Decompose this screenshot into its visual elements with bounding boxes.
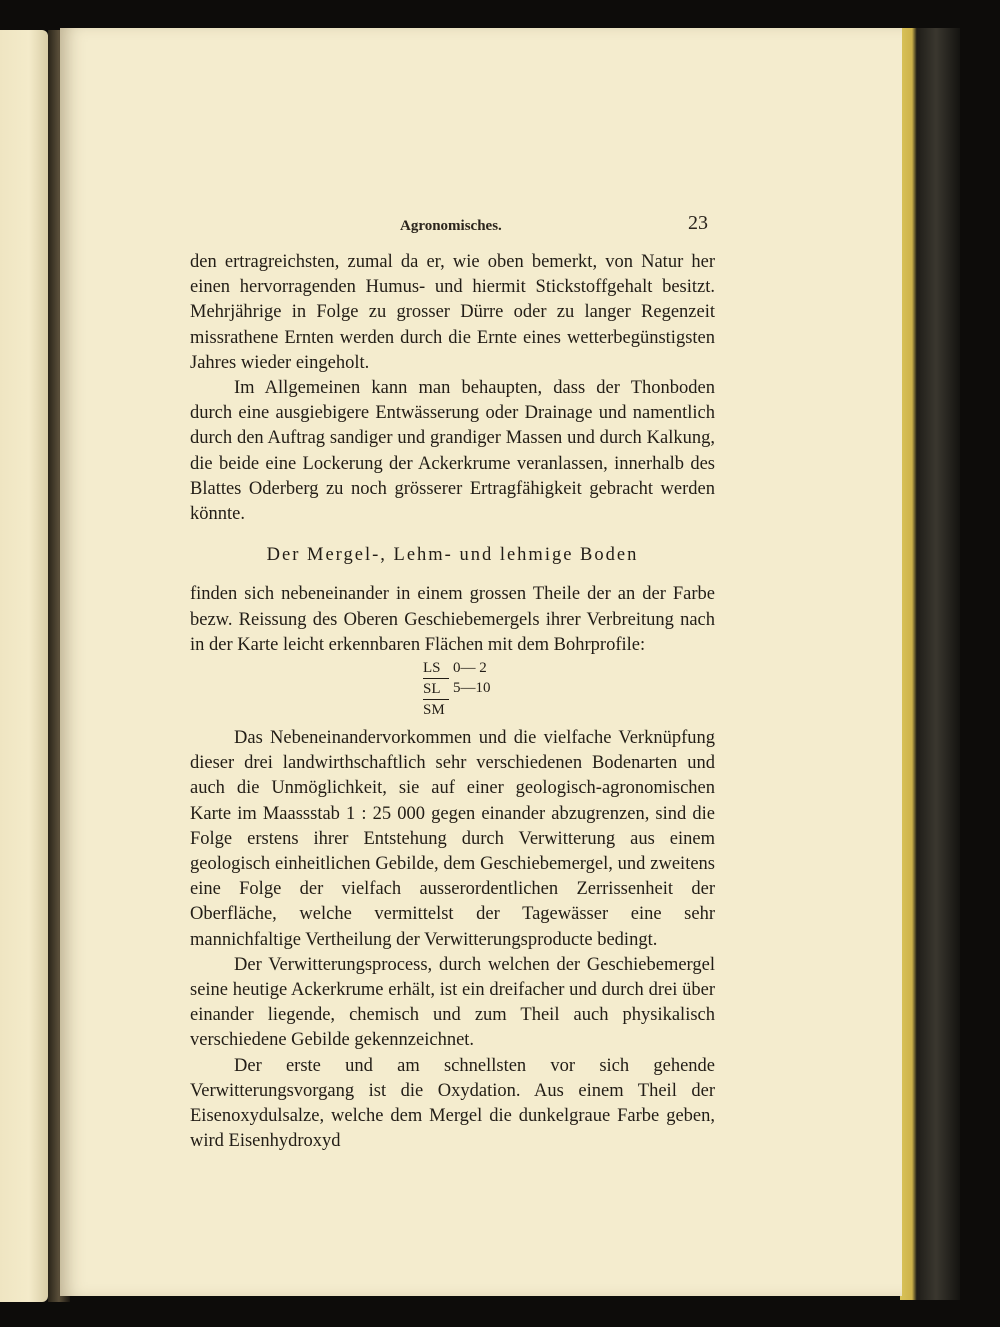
book-cover-edge	[900, 28, 960, 1300]
profile-code: LS	[423, 660, 441, 677]
section-heading: Der Mergel-, Lehm- und lehmige Boden	[266, 545, 639, 566]
profile-depth: 5—10	[453, 680, 491, 697]
profile-row	[423, 699, 543, 720]
profile-row	[423, 678, 543, 699]
body-text	[190, 250, 715, 1155]
paragraph-5: Der Verwitterungsprocess, durch welchen der Geschiebemergel seine heutige Ackerkrume erhält, ist ein dreifacher und durch drei über einander liegende, chemisch und zum Theil auch physikalisch verschiedene Gebilde gekennzeichnet.	[190, 954, 715, 1051]
profile-row	[423, 658, 543, 678]
left-page-edge	[0, 30, 48, 1302]
profile-code: SL	[423, 678, 449, 699]
running-title: Agronomisches.	[400, 218, 502, 234]
page-header	[60, 214, 902, 238]
paragraph-4: Das Nebeneinandervorkommen und die vielfache Verknüpfung dieser drei landwirthschaftlich sehr verschiedenen Bodenarten und auch die Unmöglichkeit, sie auf einer geologisch-agronomischen Karte im Maassstab 1 : 25 000 gegen einander abzugrenzen, sind die Folge erstens ihrer Entstehung durch Verwitterung aus einem geologisch einheitlichen Gebilde, dem Geschiebemergel, und zweitens eine Folge der vielfach ausserordentlichen Zerrissenheit der Oberfläche, welche vermittelst der Tagewässer eine sehr mannichfaltige Vertheilung der Verwitterungsproducte bedingt.	[190, 728, 715, 950]
book-page	[60, 28, 902, 1296]
profile-depth: 0— 2	[453, 660, 487, 677]
paragraph-3: finden sich nebeneinander in einem grossen Theile der an der Farbe bezw. Reissung des Oberen Geschiebemergels ihrer Verbreitung nach in der Karte leicht erkennbaren Flächen mit dem Bohrprofile:	[190, 584, 715, 655]
paragraph-1: den ertragreichsten, zumal da er, wie oben bemerkt, von Natur her einen hervorragenden Humus- und hiermit Stickstoffgehalt besitzt. Mehrjährige in Folge zu grosser Dürre oder zu langer Regenzeit missrathene Ernten werden durch die Ernte eines wetterbegünstigsten Jahres wieder eingeholt.	[190, 252, 715, 373]
profile-code: SM	[423, 699, 449, 720]
page-number: 23	[688, 212, 708, 234]
bohrprofil	[423, 658, 543, 720]
paragraph-2: Im Allgemeinen kann man behaupten, dass der Thonboden durch eine ausgiebigere Entwässerung oder Drainage und namentlich durch den Auftrag sandiger und grandiger Massen und durch Kalkung, die beide eine Lockerung der Ackerkrume veranlassen, innerhalb des Blattes Oderberg zu noch grösserer Ertragfähigkeit gebracht werden könnte.	[190, 378, 715, 525]
paragraph-6: Der erste und am schnellsten vor sich gehende Verwitterungsvorgang ist die Oxydation. Aus einem Theil der Eisenoxydulsalze, welche dem Mergel die dunkelgraue Farbe geben, wird Eisenhydroxyd	[190, 1055, 715, 1152]
